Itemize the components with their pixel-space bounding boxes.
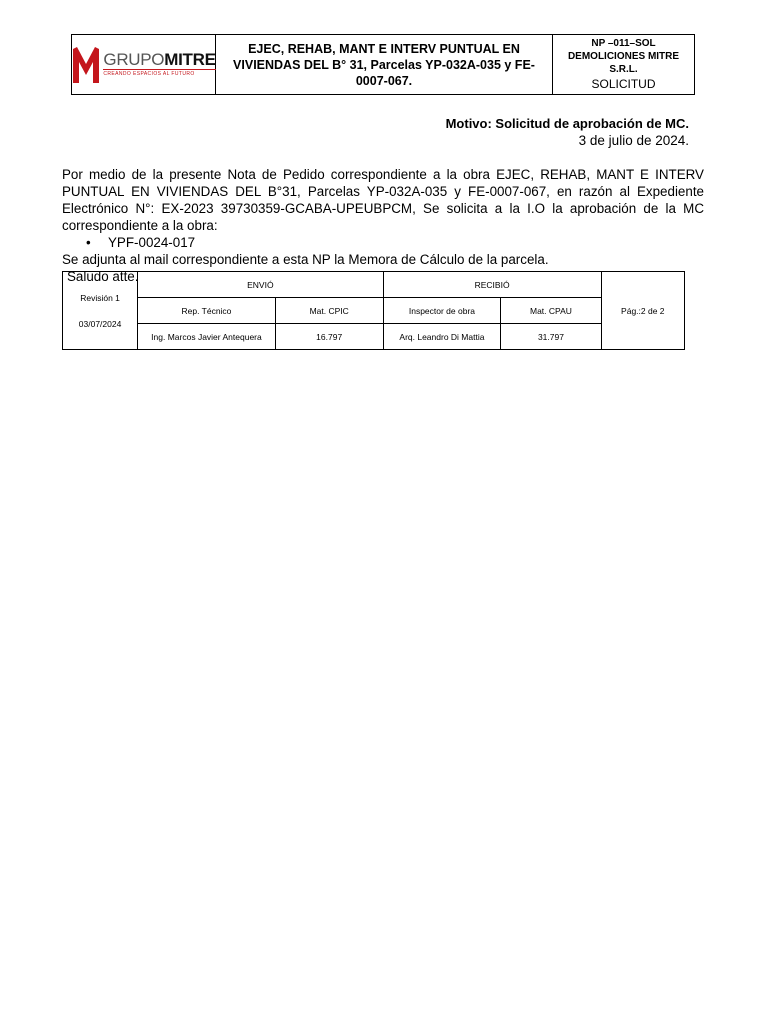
attachment-note: Se adjunta al mail correspondiente a esta NP la Memora de Cálculo de la parcela.	[62, 252, 549, 267]
logo-cell	[72, 35, 216, 94]
motivo-line: Motivo: Solicitud de aprobación de MC.	[445, 116, 689, 131]
inspector-name: Arq. Leandro Di Mattia	[383, 324, 501, 350]
parcel-list	[62, 234, 704, 251]
mat-cpau-value: 31.797	[501, 324, 601, 350]
revision-label: Revisión 1	[80, 292, 120, 303]
document-code: NP –011–SOL DEMOLICIONES MITRE S.R.L.	[567, 38, 680, 75]
mat-cpic-value: 16.797	[275, 324, 383, 350]
rep-tecnico-name: Ing. Marcos Javier Antequera	[138, 324, 276, 350]
m-logo-icon	[71, 46, 101, 84]
recibio-header: RECIBIÓ	[383, 272, 601, 298]
document-type: SOLICITUD	[591, 77, 656, 91]
grupo-mitre-logo: GRUPOMITRE CREANDO ESPACIOS AL FUTURO	[71, 46, 215, 84]
signature-table	[62, 271, 685, 350]
page-number: Pág.:2 de 2	[601, 272, 684, 350]
document-code-cell	[553, 35, 694, 94]
mat-cpau-label: Mat. CPAU	[501, 298, 601, 324]
letter-body	[62, 166, 704, 285]
rep-tecnico-label: Rep. Técnico	[138, 298, 276, 324]
document-header	[71, 34, 695, 95]
list-item: • YPF-0024-017	[62, 234, 704, 251]
envio-header: ENVIÓ	[138, 272, 383, 298]
revision-date: 03/07/2024	[78, 318, 122, 329]
revision-cell	[63, 272, 138, 350]
inspector-label: Inspector de obra	[383, 298, 501, 324]
request-paragraph: Por medio de la presente Nota de Pedido correspondiente a la obra EJEC, REHAB, MANT E INTERV PUNTUAL EN VIVIENDAS DEL B°31, Parcelas YP-032A-035 y FE-0007-067, en razón al Expediente Electrónico N°: EX-2023 39730359-GCABA-UPEUBPCM, Se solicita a la I.O la aprobación de la MC correspondiente a la obra:	[62, 167, 704, 233]
document-title: EJEC, REHAB, MANT E INTERV PUNTUAL EN VIVIENDAS DEL B° 31, Parcelas YP-032A-035 y FE-0007-067.	[216, 35, 553, 94]
date-line: 3 de julio de 2024.	[578, 133, 689, 148]
closing-greeting: Saludo atte.	[67, 269, 139, 284]
mat-cpic-label: Mat. CPIC	[275, 298, 383, 324]
